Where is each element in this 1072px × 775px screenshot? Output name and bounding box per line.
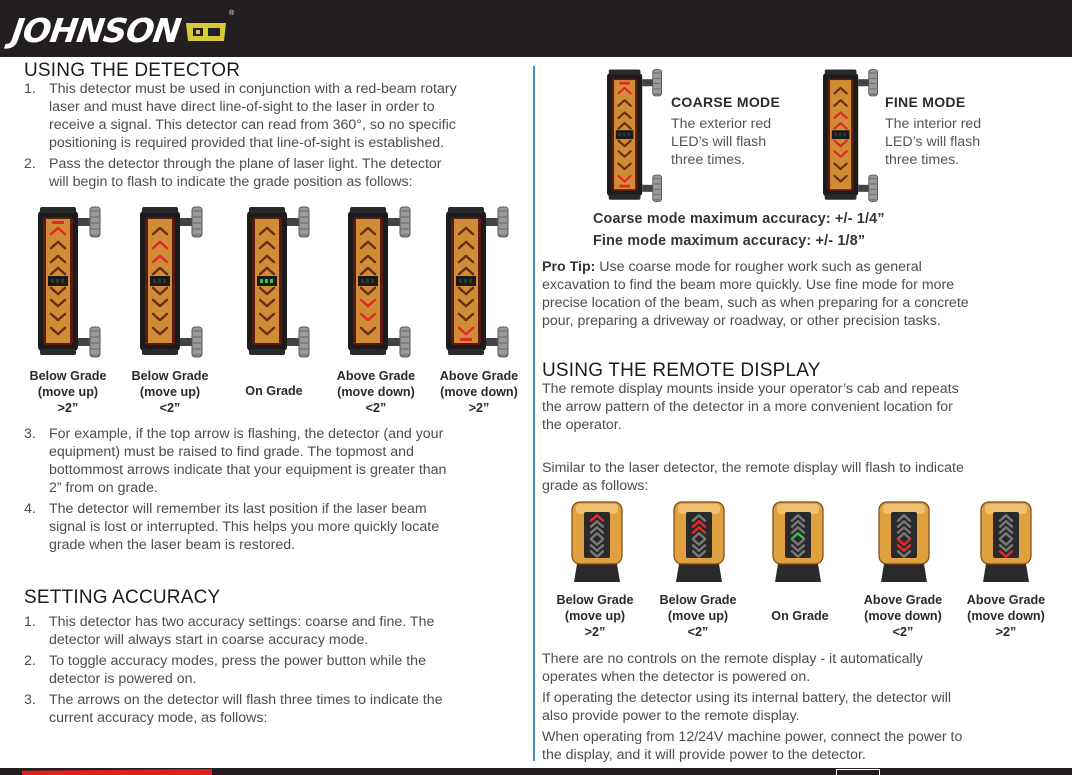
list-item: 1. This detector must be used in conjunction with a red-beam rotary laser and must have direct line-of-sight to the laser in order to receive a signal. This detector can read from 360°, so no specific positioning is required provided that line-of-sight is established. — [24, 81, 457, 151]
list-item: 3. For example, if the top arrow is flashing, the detector (and your equipment) must be raised to find grade. The topmost and bottommost arrows indicate that your equipment is greater than 2” from on grade. — [24, 426, 447, 496]
remote-outro: There are no controls on the remote display - it automatically operates when the detector is powered on. If operating the detector using its internal battery, the detector will also provide power to the remote display. When operating from 12/24V machine power, connect the power to the display, and it will provide power to the detector. — [542, 651, 963, 763]
remote-bot-image — [981, 502, 1031, 582]
remote-similar: Similar to the laser detector, the remote display will flash to indicate grade as follows: — [542, 460, 964, 494]
remote-label-5: Above Grade (move down) >2” — [966, 593, 1046, 639]
detector-top-image — [38, 207, 100, 357]
detector-bot-image — [446, 207, 508, 357]
level-icon — [184, 19, 228, 45]
coarse-mode-title: COARSE MODE — [671, 94, 781, 110]
remote-center-image — [773, 502, 823, 582]
detector-figures — [0, 195, 530, 365]
remote-intro: The remote display mounts inside your operator’s cab and repeats the arrow pattern of the detector in a more convenient location for the operator. — [542, 381, 959, 433]
fine-accuracy: Fine mode maximum accuracy: +/- 1/8” — [593, 233, 866, 249]
brand-logo — [9, 10, 235, 50]
header-bar — [0, 0, 1072, 57]
detector-label-2: Below Grade (move up) <2” — [131, 369, 209, 415]
list-item: 4. The detector will remember its last position if the laser beam signal is lost or interrupted. This helps you more quickly locate grade when the laser beam is restored. — [24, 501, 440, 553]
using-detector-list-a — [24, 80, 534, 194]
detector-label-4: Above Grade (move down) <2” — [336, 369, 416, 415]
brand-name: JOHNSON — [9, 10, 183, 50]
detector-top2-image — [140, 207, 202, 357]
coarse-accuracy: Coarse mode maximum accuracy: +/- 1/4” — [593, 211, 885, 227]
footer-icon — [836, 769, 880, 775]
coarse-mode-text: The exterior red LED’s will flash three times. — [671, 116, 772, 168]
detector-center-image — [247, 207, 309, 357]
remote-label-1: Below Grade (move up) >2” — [556, 593, 634, 639]
remote-display-heading: USING THE REMOTE DISPLAY — [542, 360, 821, 381]
list-item: 3. The arrows on the detector will flash three times to indicate the current accuracy mode, as follows: — [24, 692, 443, 726]
trademark: ® — [229, 10, 235, 17]
remote-display-figures — [540, 498, 1070, 593]
fine-mode-text: The interior red LED’s will flash three times. — [885, 116, 982, 168]
pro-tip: Pro Tip: Use coarse mode for rougher work such as general excavation to find the beam more quickly. Use fine mode for more precise location of the beam, such as when preparing for a concrete pour, preparing a driveway or roadway, or other precision tasks. — [542, 259, 969, 329]
list-item: 2. To toggle accuracy modes, press the power button while the detector is powered on. — [24, 653, 426, 687]
remote-label-2: Below Grade (move up) <2” — [659, 593, 737, 639]
detector-coarse-mode-image — [607, 70, 662, 202]
detector-bot2-image — [348, 207, 410, 357]
list-item: 1. This detector has two accuracy settings: coarse and fine. The detector will always start in coarse accuracy mode. — [24, 614, 435, 648]
list-item: 2. Pass the detector through the plane of laser light. The detector will begin to flash to indicate the grade position as follows: — [24, 156, 442, 190]
remote-top-image — [572, 502, 622, 582]
pro-tip-label: Pro Tip: — [542, 259, 596, 275]
remote-bot2-image — [879, 502, 929, 582]
using-detector-list-b — [24, 425, 534, 557]
remote-label-4: Above Grade (move down) <2” — [863, 593, 943, 639]
fine-mode-title: FINE MODE — [885, 94, 966, 110]
detector-label-3: On Grade — [245, 384, 303, 398]
using-detector-heading: USING THE DETECTOR — [24, 60, 241, 81]
remote-top2-image — [674, 502, 724, 582]
detector-label-1: Below Grade (move up) >2” — [29, 369, 107, 415]
detector-fine-mode-image — [823, 70, 878, 202]
setting-accuracy-heading: SETTING ACCURACY — [24, 587, 221, 608]
detector-label-5: Above Grade (move down) >2” — [439, 369, 519, 415]
remote-label-3: On Grade — [771, 609, 829, 623]
setting-accuracy-list — [24, 613, 534, 730]
